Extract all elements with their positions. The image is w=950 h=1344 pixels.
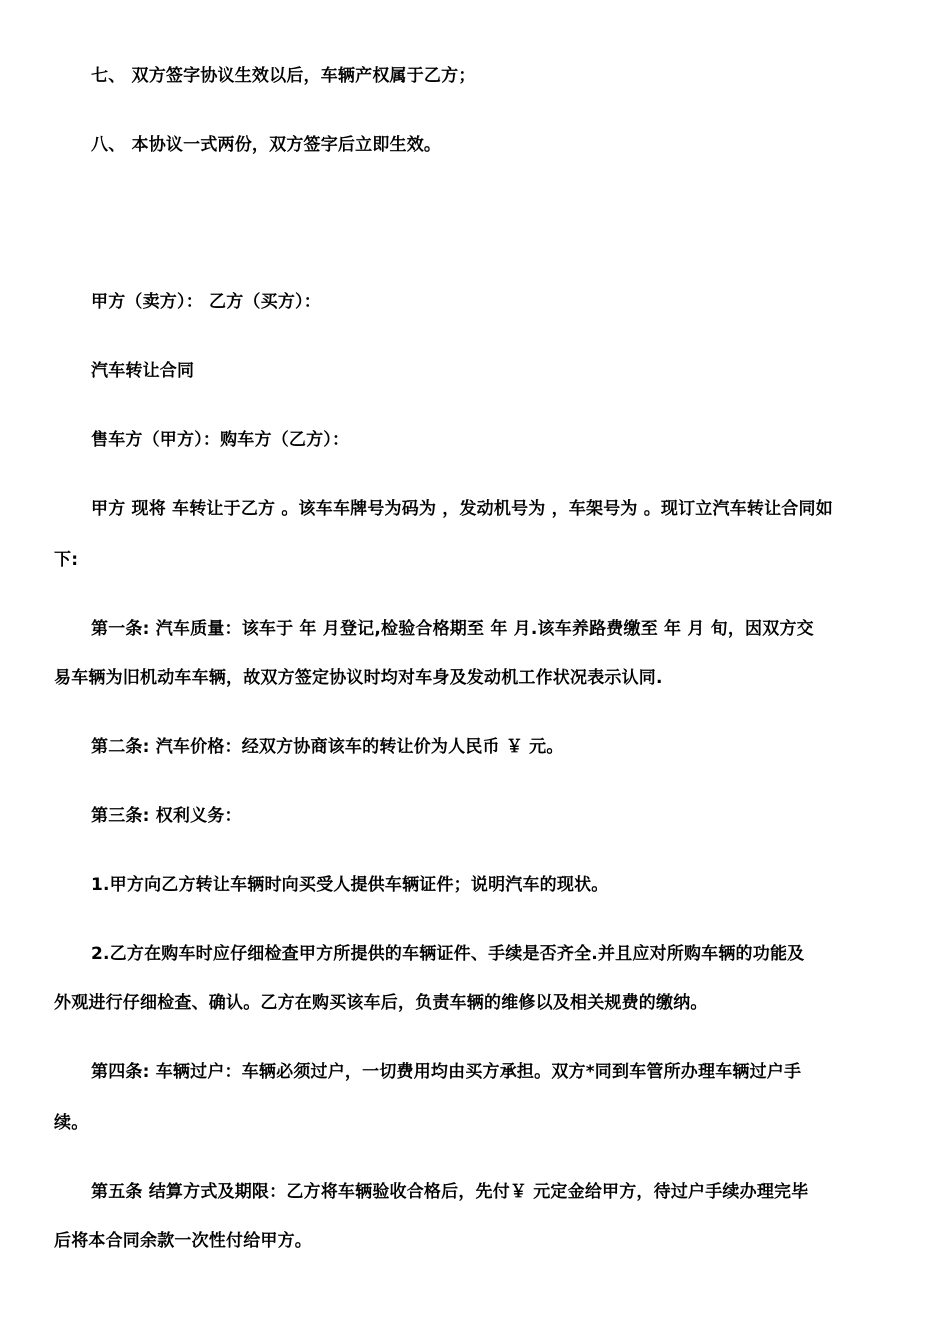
article-two: 第二条: 汽车价格：经双方协商该车的转让价为人民币 ￥ 元。 (91, 737, 564, 757)
clause-eight: 八、 本协议一式两份，双方签字后立即生效。 (91, 135, 442, 155)
intro-paragraph-line-1: 甲方 现将 车转让于乙方 。该车车牌号为码为 ，发动机号为 ，车架号为 。现订立汽车转让合同如 (91, 499, 833, 519)
article-one-line-1: 第一条: 汽车质量：该车于 年 月登记,检验合格期至 年 月.该车养路费缴至 年 月 旬，因双方交 (91, 619, 814, 639)
article-three-item-2-line-1: 2.乙方在购车时应仔细检查甲方所提供的车辆证件、手续是否齐全.并且应对所购车辆的功能及 (91, 944, 805, 964)
article-five-line-1: 第五条 结算方式及期限：乙方将车辆验收合格后，先付￥ 元定金给甲方，待过户手续办理完毕 (91, 1182, 809, 1202)
signature-parties: 甲方（卖方）： 乙方（买方）： (91, 292, 321, 312)
article-five-line-2: 后将本合同余款一次性付给甲方。 (54, 1231, 312, 1251)
article-one-line-2: 易车辆为旧机动车车辆，故双方签定协议时均对车身及发动机工作状况表示认同. (54, 668, 663, 688)
clause-seven: 七、 双方签字协议生效以后，车辆产权属于乙方； (91, 66, 476, 86)
seller-buyer-line: 售车方（甲方）：购车方（乙方）： (91, 430, 350, 450)
article-four-line-2: 续。 (54, 1113, 89, 1133)
article-three-item-2-line-2: 外观进行仔细检查、确认。乙方在购买该车后，负责车辆的维修以及相关规费的缴纳。 (54, 993, 708, 1013)
article-four-line-1: 第四条: 车辆过户：车辆必须过户，一切费用均由买方承担。双方*同到车管所办理车辆过户手 (91, 1062, 802, 1082)
contract-title: 汽车转让合同 (91, 361, 195, 381)
article-three-item-1: 1.甲方向乙方转让车辆时向买受人提供车辆证件；说明汽车的现状。 (91, 875, 609, 895)
article-three-heading: 第三条: 权利义务： (91, 806, 242, 826)
intro-paragraph-line-2: 下: (54, 550, 79, 570)
